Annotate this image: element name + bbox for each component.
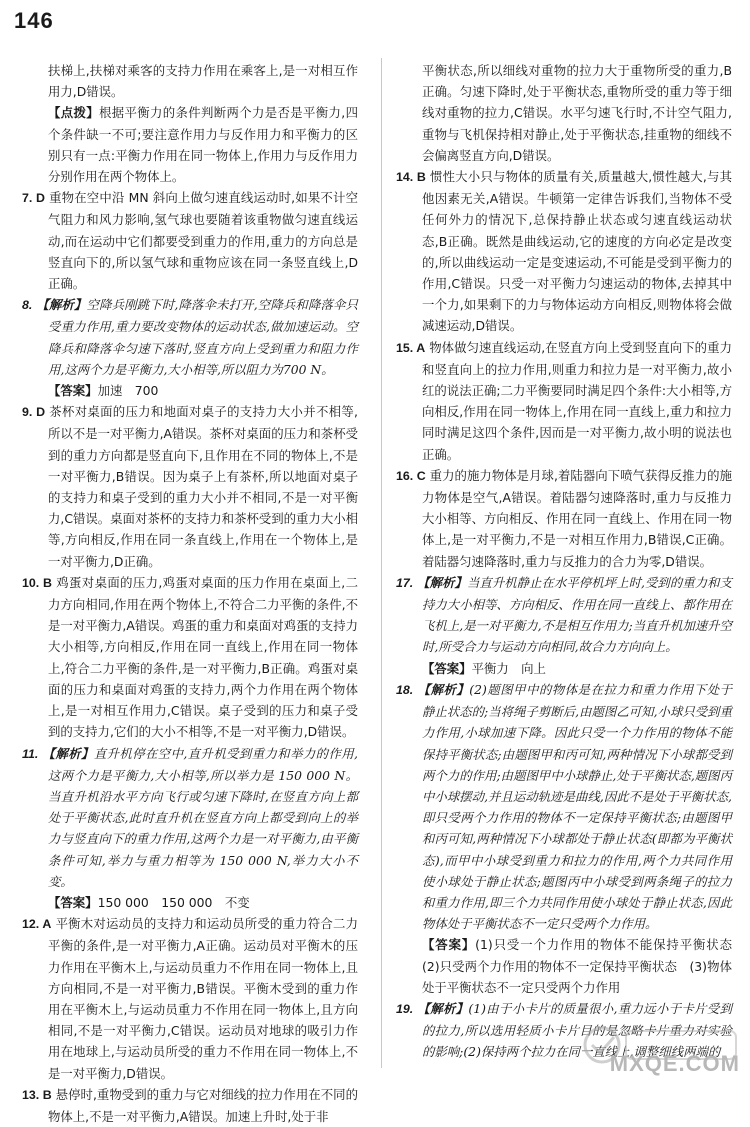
- page-number: 146: [14, 8, 54, 33]
- text-paragraph: [396, 60, 732, 166]
- question-number: 16. C: [396, 468, 426, 483]
- paragraph-text: 平衡木对运动员的支持力和运动员所受的重力符合二力平衡的条件,是一对平衡力,A正确。运动员对平衡木的压力作用在平衡木上,与运动员重力不作用在同一物体上,且方向相同,不是一对平衡力,B错误。平衡木受到的重力作用在平衡木上,与运动员重力不作用在同一物体上,且方向相同,不是一对平衡力,C错误。运动员对地球的吸引力作用在地球上,与运动员所受的重力不作用在同一物体上,不是一对平衡力,D错误。: [48, 916, 359, 1081]
- paragraph-text: 平衡力 向上: [471, 660, 546, 676]
- question-number: 18.: [396, 682, 414, 697]
- paragraph-text: (2)题图甲中的物体是在拉力和重力作用下处于静止状态的;当将绳子剪断后,由题图乙可知,小球只受到重力作用,小球加速下降。因此只受一个力作用的物体不能保持平衡状态;由题图甲和丙可知,两种情况下小球都受到两个力的作用;由题图甲中小球静止,处于平衡状态,题图丙中小球摆动,并且运动轨迹是曲线,因此不是处于平衡状态,即只受两个力作用的物体不一定保持平衡状态;由题图甲和丙可知,两种情况下小球都处于静止状态(即都为平衡状态),而甲中小球受到重力和拉力的作用,两个力共同作用使小球处于静止状态;题图丙中小球受到两条绳子的拉力和重力作用,即三个力共同作用使小球处于静止状态,因此物体处于平衡状态不一定只受两个力作用。: [422, 681, 732, 932]
- paragraph-text: (1)只受一个力作用的物体不能保持平衡状态 (2)只受两个力作用的物体不一定保持平衡状态 (3)物体处于平衡状态不一定只受两个力作用: [422, 937, 745, 995]
- question-explanation: [22, 187, 358, 294]
- paragraph-text: 扶梯上,扶梯对乘客的支持力作用在乘客上,是一对相互作用力,D错误。: [48, 63, 358, 100]
- paragraph-text: 当直升机静止在水平停机坪上时,受到的重力和支持力大小相等、方向相反、作用在同一直线上、都作用在飞机上,是一对平衡力,不是相互作用力;当直升机加速升空时,所受合力与运动方向相同,故合力方向向上。: [422, 574, 732, 655]
- question-number: 19.: [396, 1001, 414, 1016]
- section-label: 【解析】: [417, 574, 467, 590]
- answer-block: [396, 658, 732, 679]
- question-number: 13. B: [22, 1087, 52, 1102]
- question-number: 12. A: [22, 917, 52, 932]
- question-explanation: [22, 913, 358, 1084]
- question-explanation: [22, 294, 358, 380]
- question-explanation: [396, 679, 732, 934]
- paragraph-text: 茶杯对桌面的压力和地面对桌子的支持力大小并不相等,所以不是一对平衡力,A错误。茶杯对桌面的压力和茶杯受到的重力方向都是竖直向下,且作用在不同的物体上,不是一对平衡力,B错误。因为桌子上有茶杯,所以地面对桌子的支持力和桌子受到的重力大小并不相同,不是一对平衡力,C错误。桌面对茶杯的支持力和茶杯受到的重力大小相等,方向相反,作用在同一条直线上,作用在一个物体上,是一对平衡力,D正确。: [48, 404, 358, 569]
- paragraph-text: 根据平衡力的条件判断两个力是否是平衡力,四个条件缺一不可;要注意作用力与反作用力和平衡力的区别只有一点:平衡力作用在同一物体上,作用力与反作用力分别作用在两个物体上。: [48, 105, 358, 185]
- section-label: 【解析】: [417, 1000, 469, 1016]
- section-label: 【答案】: [48, 383, 98, 399]
- answer-block: [22, 892, 358, 913]
- question-number: 9. D: [22, 405, 46, 420]
- question-explanation: [396, 166, 732, 337]
- question-explanation: [396, 465, 732, 572]
- question-explanation: [396, 337, 732, 465]
- section-label: 【解析】: [36, 297, 87, 313]
- question-number: 11.: [22, 746, 39, 761]
- question-number: 10. B: [22, 575, 52, 590]
- section-label: 【解析】: [417, 681, 470, 697]
- paragraph-text: 加速 700: [97, 383, 159, 399]
- section-label: 【点拨】: [48, 105, 100, 121]
- section-label: 【答案】: [48, 894, 98, 910]
- paragraph-text: 悬停时,重物受到的重力与它对细线的拉力作用在不同的物体上,不是一对平衡力,A错误。加速上升时,处于非: [48, 1086, 358, 1124]
- answer-block: [396, 934, 745, 998]
- paragraph-text: 直升机停在空中,直升机受到重力和举力的作用,这两个力是平衡力,大小相等,所以举力是 150 000 N。当直升机沿水平方向飞行或匀速下降时,在竖直方向上都处于平衡状态,此时直升机在竖直方向上都受到向上的举力与竖直向下的重力作用,这两个力是一对平衡力,由平衡条件可知,举力与重力相等为 150 000 N,举力大小不变。: [48, 745, 358, 889]
- watermark-text: MXQE.COM: [609, 1051, 740, 1076]
- section-label: 【解析】: [42, 745, 94, 761]
- paragraph-text: 150 000 150 000 不变: [97, 894, 250, 910]
- question-number: 17.: [396, 575, 414, 590]
- paragraph-text: 平衡状态,所以细线对重物的拉力大于重物所受的重力,B正确。匀速下降时,处于平衡状态,重物所受的重力等于细线对重物的拉力,C错误。水平匀速飞行时,不计空气阻力,重物与飞机保持相对静止,处于平衡状态,挂重物的细线不会偏离竖直方向,D错误。: [422, 63, 732, 163]
- answer-block: [22, 380, 358, 401]
- question-number: 7. D: [22, 191, 45, 206]
- paragraph-text: 物体做匀速直线运动,在竖直方向上受到竖直向下的重力和竖直向上的拉力作用,则重力和拉力是一对平衡力,故小红的说法正确;二力平衡要同时满足四个条件:大小相等,方向相反,作用在同一物体上,作用在同一直线上,重力和拉力同时满足这四个条件,因而是一对平衡力,故小明的说法也正确。: [422, 339, 732, 462]
- paragraph-text: (1)由于小卡片的质量很小,重力远小于卡片受到的拉力,所以选用轻质小卡片目的是忽略卡片重力对实验的影响;(2)保持两个拉力在同一直线上,调整细线两端的: [422, 1000, 732, 1060]
- paragraph-text: 空降兵刚跳下时,降落伞未打开,空降兵和降落伞只受重力作用,重力要改变物体的运动状态,做加速运动。空降兵和降落伞匀速下落时,竖直方向上受到重力和阻力作用,这两个力是平衡力,大小相等,所以阻力为700 N。: [48, 297, 358, 377]
- text-paragraph: [22, 60, 358, 102]
- section-label: 【答案】: [422, 660, 472, 676]
- section-label: 【答案】: [422, 937, 476, 953]
- paragraph-text: 惯性大小只与物体的质量有关,质量越大,惯性越大,与其他因素无关,A错误。牛顿第一定律告诉我们,当物体不受任何外力的情况下,总保持静止状态或匀速直线运动状态,B正确。既然是曲线运动,它的速度的方向必定是改变的,所以曲线运动一定是变速运动,不可能是受到平衡力的作用,C错误。只受一对平衡力匀速运动的物体,去掉其中一个力,如果剩下的力与物体运动方向相反,则物体将会做减速运动,D错误。: [422, 169, 732, 334]
- question-explanation: [22, 743, 358, 892]
- column-divider: [381, 58, 382, 1068]
- text-paragraph: [22, 102, 358, 187]
- question-number: 15. A: [396, 340, 426, 355]
- paragraph-text: 重力的施力物体是月球,着陆器向下喷气获得反推力的施力物体是空气,A错误。着陆器匀速降落时,重力与反推力大小相等、方向相反、作用在同一直线上、作用在同一物体上,是一对平衡力,不是一对相互作用力,B错误,C正确。着陆器匀速降落时,重力与反推力的合力为零,D错误。: [422, 467, 732, 569]
- question-number: 8.: [22, 298, 33, 313]
- question-number: 14. B: [396, 170, 426, 185]
- left-column: [22, 60, 358, 1127]
- question-explanation: [396, 572, 732, 658]
- paragraph-text: 重物在空中沿 MN 斜向上做匀速直线运动时,如果不计空气阻力和风力影响,氢气球也要随着该重物做匀速直线运动,而在运动中它们都要受到重力的作用,重力的方向总是竖直向下的,所以氢气球和重物应该在同一条竖直线上,D正确。: [48, 190, 358, 292]
- question-explanation: [22, 401, 358, 572]
- question-explanation: [22, 572, 358, 743]
- paragraph-text: 鸡蛋对桌面的压力,鸡蛋对桌面的压力作用在桌面上,二力方向相同,作用在两个物体上,不符合二力平衡的条件,不是一对平衡力,A错误。鸡蛋的重力和桌面对鸡蛋的支持力大小相等,方向相反,作用在同一直线上,作用在同一物体上,符合二力平衡的条件,是一对平衡力,B正确。鸡蛋对桌面的压力和桌面对鸡蛋的支持力,两个力作用在两个物体上,是一对相互作用力,C错误。桌子受到的压力和桌子受到的支持力,它们的大小不相等,不是一对平衡力,D错误。: [48, 574, 358, 740]
- right-column: [396, 60, 745, 1063]
- question-explanation: [22, 1084, 358, 1127]
